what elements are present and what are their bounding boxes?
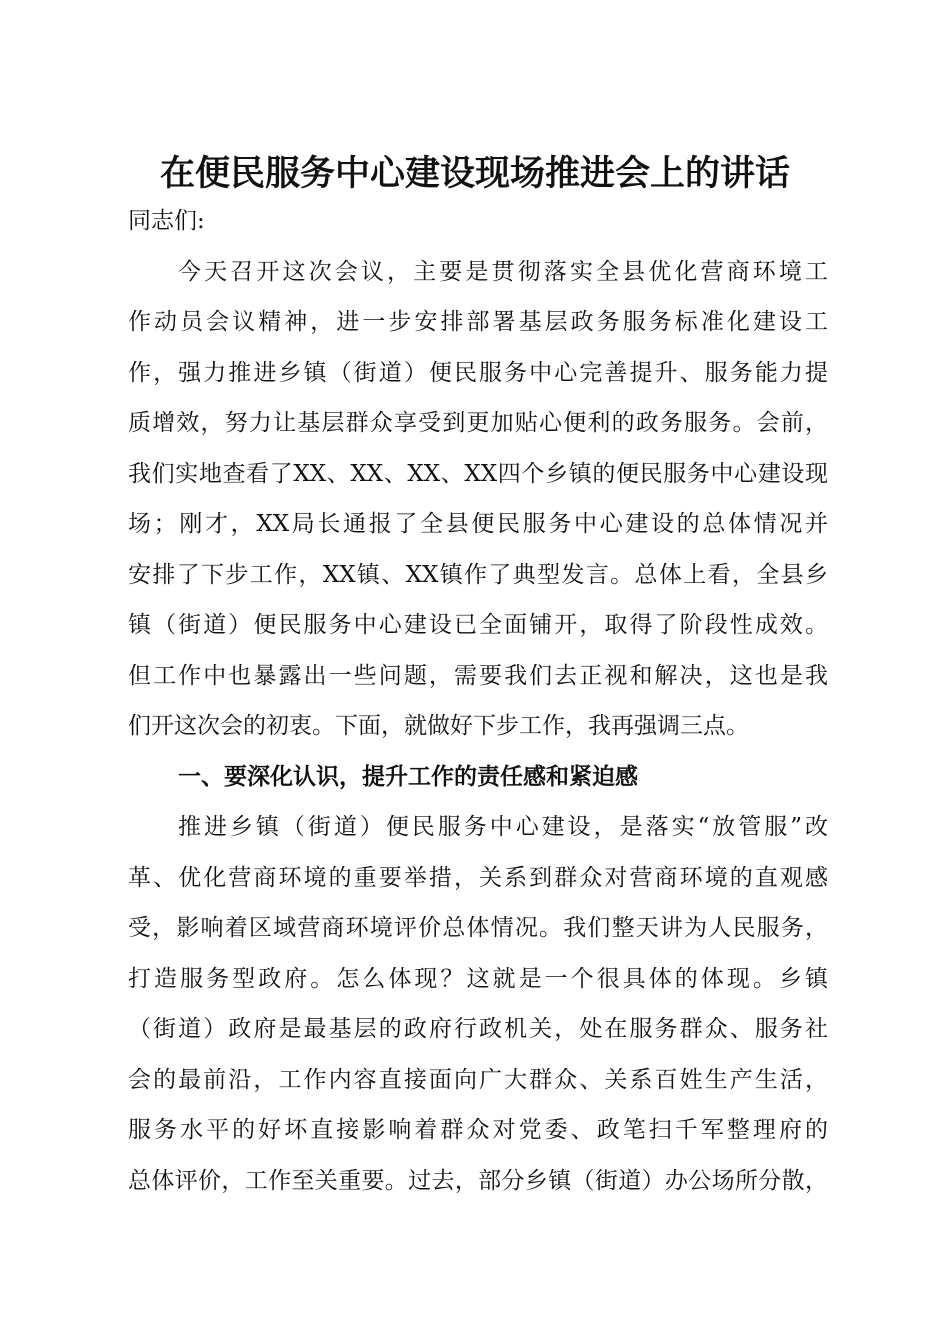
paragraph-2 <box>128 802 828 1206</box>
paragraph-line: 推进乡镇（街道）便民服务中心建设，是落实“放管服”改 <box>178 814 828 840</box>
paragraph-line: 革、优化营商环境的重要举措，关系到群众对营商环境的直观感 <box>128 864 828 891</box>
paragraph-line: 会的最前沿，工作内容直接面向广大群众、关系百姓生产生活， <box>128 1066 828 1093</box>
paragraph-line: 但工作中也暴露出一些问题，需要我们去正视和解决，这也是我 <box>128 662 828 689</box>
paragraph-line: 们开这次会的初衷。下面，就做好下步工作，我再强调三点。 <box>128 713 749 739</box>
section-heading-1: 一、要深化认识，提升工作的责任感和紧迫感 <box>178 763 638 790</box>
paragraph-line: 今天召开这次会议，主要是贯彻落实全县优化营商环境工 <box>178 258 828 285</box>
paragraph-line: 受，影响着区域营商环境评价总体情况。我们整天讲为人民服务， <box>128 915 828 941</box>
paragraph-line: 场；刚才，XX局长通报了全县便民服务中心建设的总体情况并 <box>128 511 828 537</box>
paragraph-line: 镇（街道）便民服务中心建设已全面铺开，取得了阶段性成效。 <box>128 612 828 638</box>
paragraph-1 <box>128 247 828 752</box>
document-title: 在便民服务中心建设现场推进会上的讲话 <box>159 153 790 194</box>
paragraph-line: 安排了下步工作，XX镇、XX镇作了典型发言。总体上看，全县乡 <box>128 561 828 588</box>
paragraph-line: 作，强力推进乡镇（街道）便民服务中心完善提升、服务能力提 <box>128 359 828 386</box>
paragraph-line: 我们实地查看了XX、XX、XX、XX四个乡镇的便民服务中心建设现 <box>128 460 828 487</box>
paragraph-line: 总体评价，工作至关重要。过去，部分乡镇（街道）办公场所分散， <box>128 1167 828 1194</box>
paragraph-line: （街道）政府是最基层的政府行政机关，处在服务群众、服务社 <box>128 1016 828 1042</box>
paragraph-line: 服务水平的好坏直接影响着群众对党委、政笔扫千军整理府的 <box>128 1117 828 1143</box>
paragraph-line: 质增效，努力让基层群众享受到更加贴心便利的政务服务。会前， <box>128 410 828 436</box>
salutation: 同志们: <box>128 208 205 234</box>
paragraph-line: 打造服务型政府。怎么体现？这就是一个很具体的体现。乡镇 <box>128 965 828 992</box>
paragraph-line: 作动员会议精神，进一步安排部署基层政务服务标准化建设工 <box>128 309 828 335</box>
document-body <box>128 196 828 1206</box>
